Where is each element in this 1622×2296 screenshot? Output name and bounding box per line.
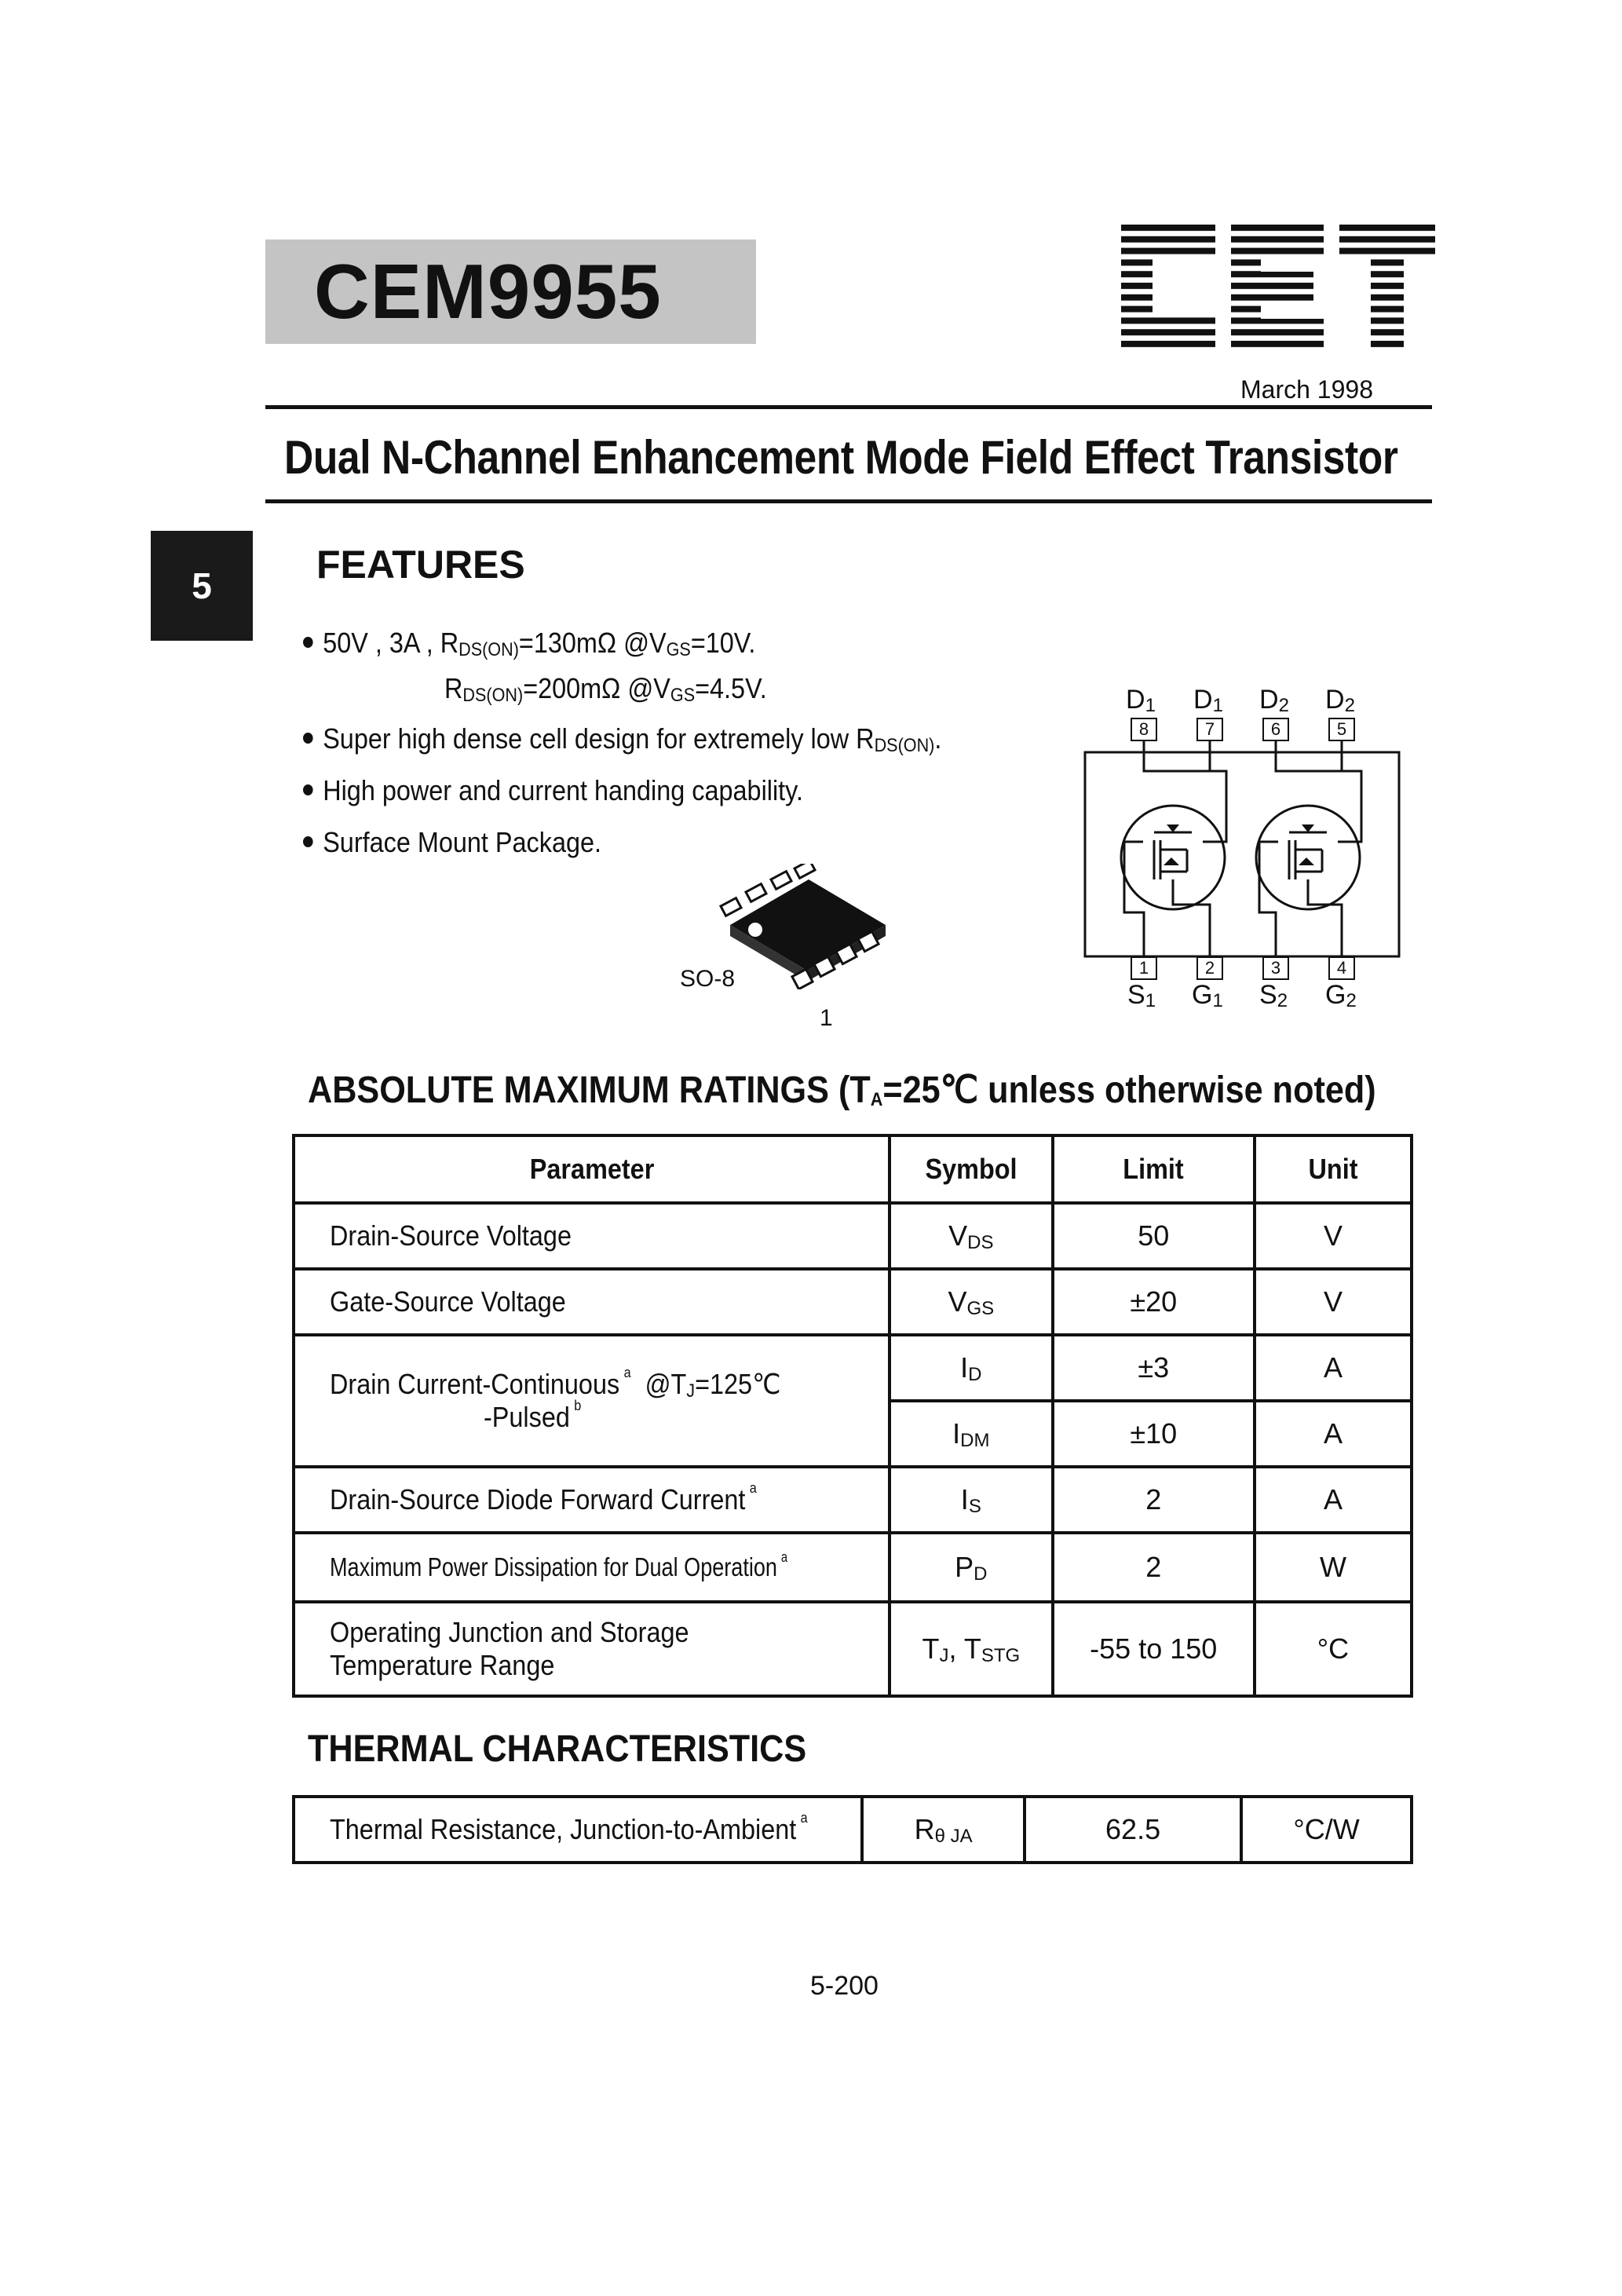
symbol-cell: $P_D$ (890, 1533, 1052, 1602)
unit-cell: A (1255, 1335, 1412, 1401)
param-cell (294, 1335, 890, 1467)
symbol-cell: $T_J$, $T_{STG}$ (890, 1602, 1052, 1696)
unit-cell: A (1255, 1401, 1412, 1467)
param-cell: Maximum Power Dissipation for Dual Operation $^a$ (294, 1533, 890, 1602)
feature-item-2: Super high dense cell design for extremely low $R_{DS(ON)}$. (303, 722, 941, 755)
param-cell: Gate-Source Voltage (294, 1269, 890, 1335)
feature-item-1b: $R_{DS(ON)}=200m\Omega$ $@V_{GS}=4.5V$. (444, 672, 767, 706)
so8-package-icon (707, 864, 911, 989)
column-header-unit: Unit (1255, 1135, 1412, 1203)
package-name: SO-8 (680, 966, 736, 992)
limit-cell: ±10 (1053, 1401, 1255, 1467)
pin-label-2: $G_1$ (1192, 980, 1223, 1011)
param-cell: Operating Junction and Storage Temperature Range (294, 1602, 890, 1696)
unit-cell: A (1255, 1467, 1412, 1533)
pin-label-3: $S_2$ (1259, 980, 1288, 1011)
unit-cell: °C/W (1241, 1797, 1412, 1863)
table-header-row (294, 1135, 1412, 1203)
feature-item-1: 50V , 3A , $R_{DS(ON)}=130m\Omega$ $@V_{GS}=10V$. (303, 627, 755, 660)
company-logo (1121, 225, 1435, 354)
page-number: 5-200 (810, 1971, 879, 2001)
table-row (294, 1269, 1412, 1335)
column-header-symbol: Symbol (890, 1135, 1052, 1203)
pin-number-2: 2 (1196, 956, 1223, 980)
bullet-icon (303, 784, 313, 795)
symbol-cell: $I_D$ (890, 1335, 1052, 1401)
unit-cell: V (1255, 1269, 1412, 1335)
pin-label-4: $G_2$ (1325, 980, 1357, 1011)
limit-cell: 2 (1053, 1533, 1255, 1602)
symbol-cell: $V_{GS}$ (890, 1269, 1052, 1335)
param-cell: Drain-Source Voltage (294, 1203, 890, 1269)
cet-logo-graphic (1121, 225, 1435, 350)
pin-number-8: 8 (1131, 718, 1157, 741)
pin-label-5: $D_2$ (1325, 685, 1355, 716)
unit-cell: W (1255, 1533, 1412, 1602)
pin-label-8: $D_1$ (1126, 685, 1156, 716)
table-row (294, 1797, 1412, 1863)
ratings-heading: ABSOLUTE MAXIMUM RATINGS ($T_A=25℃$ unless otherwise noted) (308, 1069, 1376, 1111)
pinout-diagram (1077, 683, 1407, 1029)
feature-item-3: High power and current handing capability. (303, 774, 803, 807)
symbol-cell: $I_S$ (890, 1467, 1052, 1533)
dual-mosfet-schematic (1077, 740, 1407, 975)
table-row (294, 1602, 1412, 1696)
limit-cell: 62.5 (1025, 1797, 1241, 1863)
limit-cell: ±3 (1053, 1335, 1255, 1401)
bullet-icon (303, 836, 313, 847)
unit-cell: V (1255, 1203, 1412, 1269)
limit-cell: ±20 (1053, 1269, 1255, 1335)
pin-number-3: 3 (1262, 956, 1289, 980)
table-row (294, 1335, 1412, 1401)
thermal-heading: THERMAL CHARACTERISTICS (308, 1728, 807, 1770)
thermal-table (292, 1795, 1413, 1864)
pin-label-6: $D_2$ (1259, 685, 1289, 716)
pin-number-6: 6 (1262, 718, 1289, 741)
pin-number-1: 1 (1131, 956, 1157, 980)
table-row (294, 1533, 1412, 1602)
pin-number-4: 4 (1328, 956, 1355, 980)
document-subtitle: Dual N-Channel Enhancement Mode Field Effect Transistor (284, 431, 1398, 484)
drain-current-continuous-label: Drain Current-Continuous $^a$ $@T_J=125℃$ (330, 1365, 781, 1402)
unit-cell: °C (1255, 1602, 1412, 1696)
header-rule-bottom (265, 499, 1432, 503)
table-row (294, 1203, 1412, 1269)
symbol-cell: $I_{DM}$ (890, 1401, 1052, 1467)
drain-current-pulsed-label: -Pulsed $^b$ (484, 1398, 582, 1433)
pin-number-7: 7 (1196, 718, 1223, 741)
bullet-icon (303, 733, 313, 744)
param-cell: Drain-Source Diode Forward Current $^a$ (294, 1467, 890, 1533)
param-cell: Thermal Resistance, Junction-to-Ambient $^a$ (294, 1797, 862, 1863)
limit-cell: -55 to 150 (1053, 1602, 1255, 1696)
part-number: CEM9955 (314, 248, 662, 335)
document-date: March 1998 (1240, 375, 1373, 404)
column-header-limit: Limit (1053, 1135, 1255, 1203)
limit-cell: 50 (1053, 1203, 1255, 1269)
feature-item-4: Surface Mount Package. (303, 826, 601, 859)
symbol-cell: $R_{\theta JA}$ (862, 1797, 1025, 1863)
limit-cell: 2 (1053, 1467, 1255, 1533)
pin-label-7: $D_1$ (1193, 685, 1223, 716)
package-pin1-marker: 1 (820, 1005, 833, 1031)
pin-number-5: 5 (1328, 718, 1355, 741)
pin-label-1: $S_1$ (1127, 980, 1156, 1011)
symbol-cell: $V_{DS}$ (890, 1203, 1052, 1269)
bullet-icon (303, 637, 313, 648)
header-rule-top (265, 405, 1432, 409)
ratings-table (292, 1134, 1413, 1698)
column-header-parameter: Parameter (294, 1135, 890, 1203)
section-tab: 5 (151, 531, 253, 641)
table-row (294, 1467, 1412, 1533)
features-heading: FEATURES (316, 543, 525, 587)
